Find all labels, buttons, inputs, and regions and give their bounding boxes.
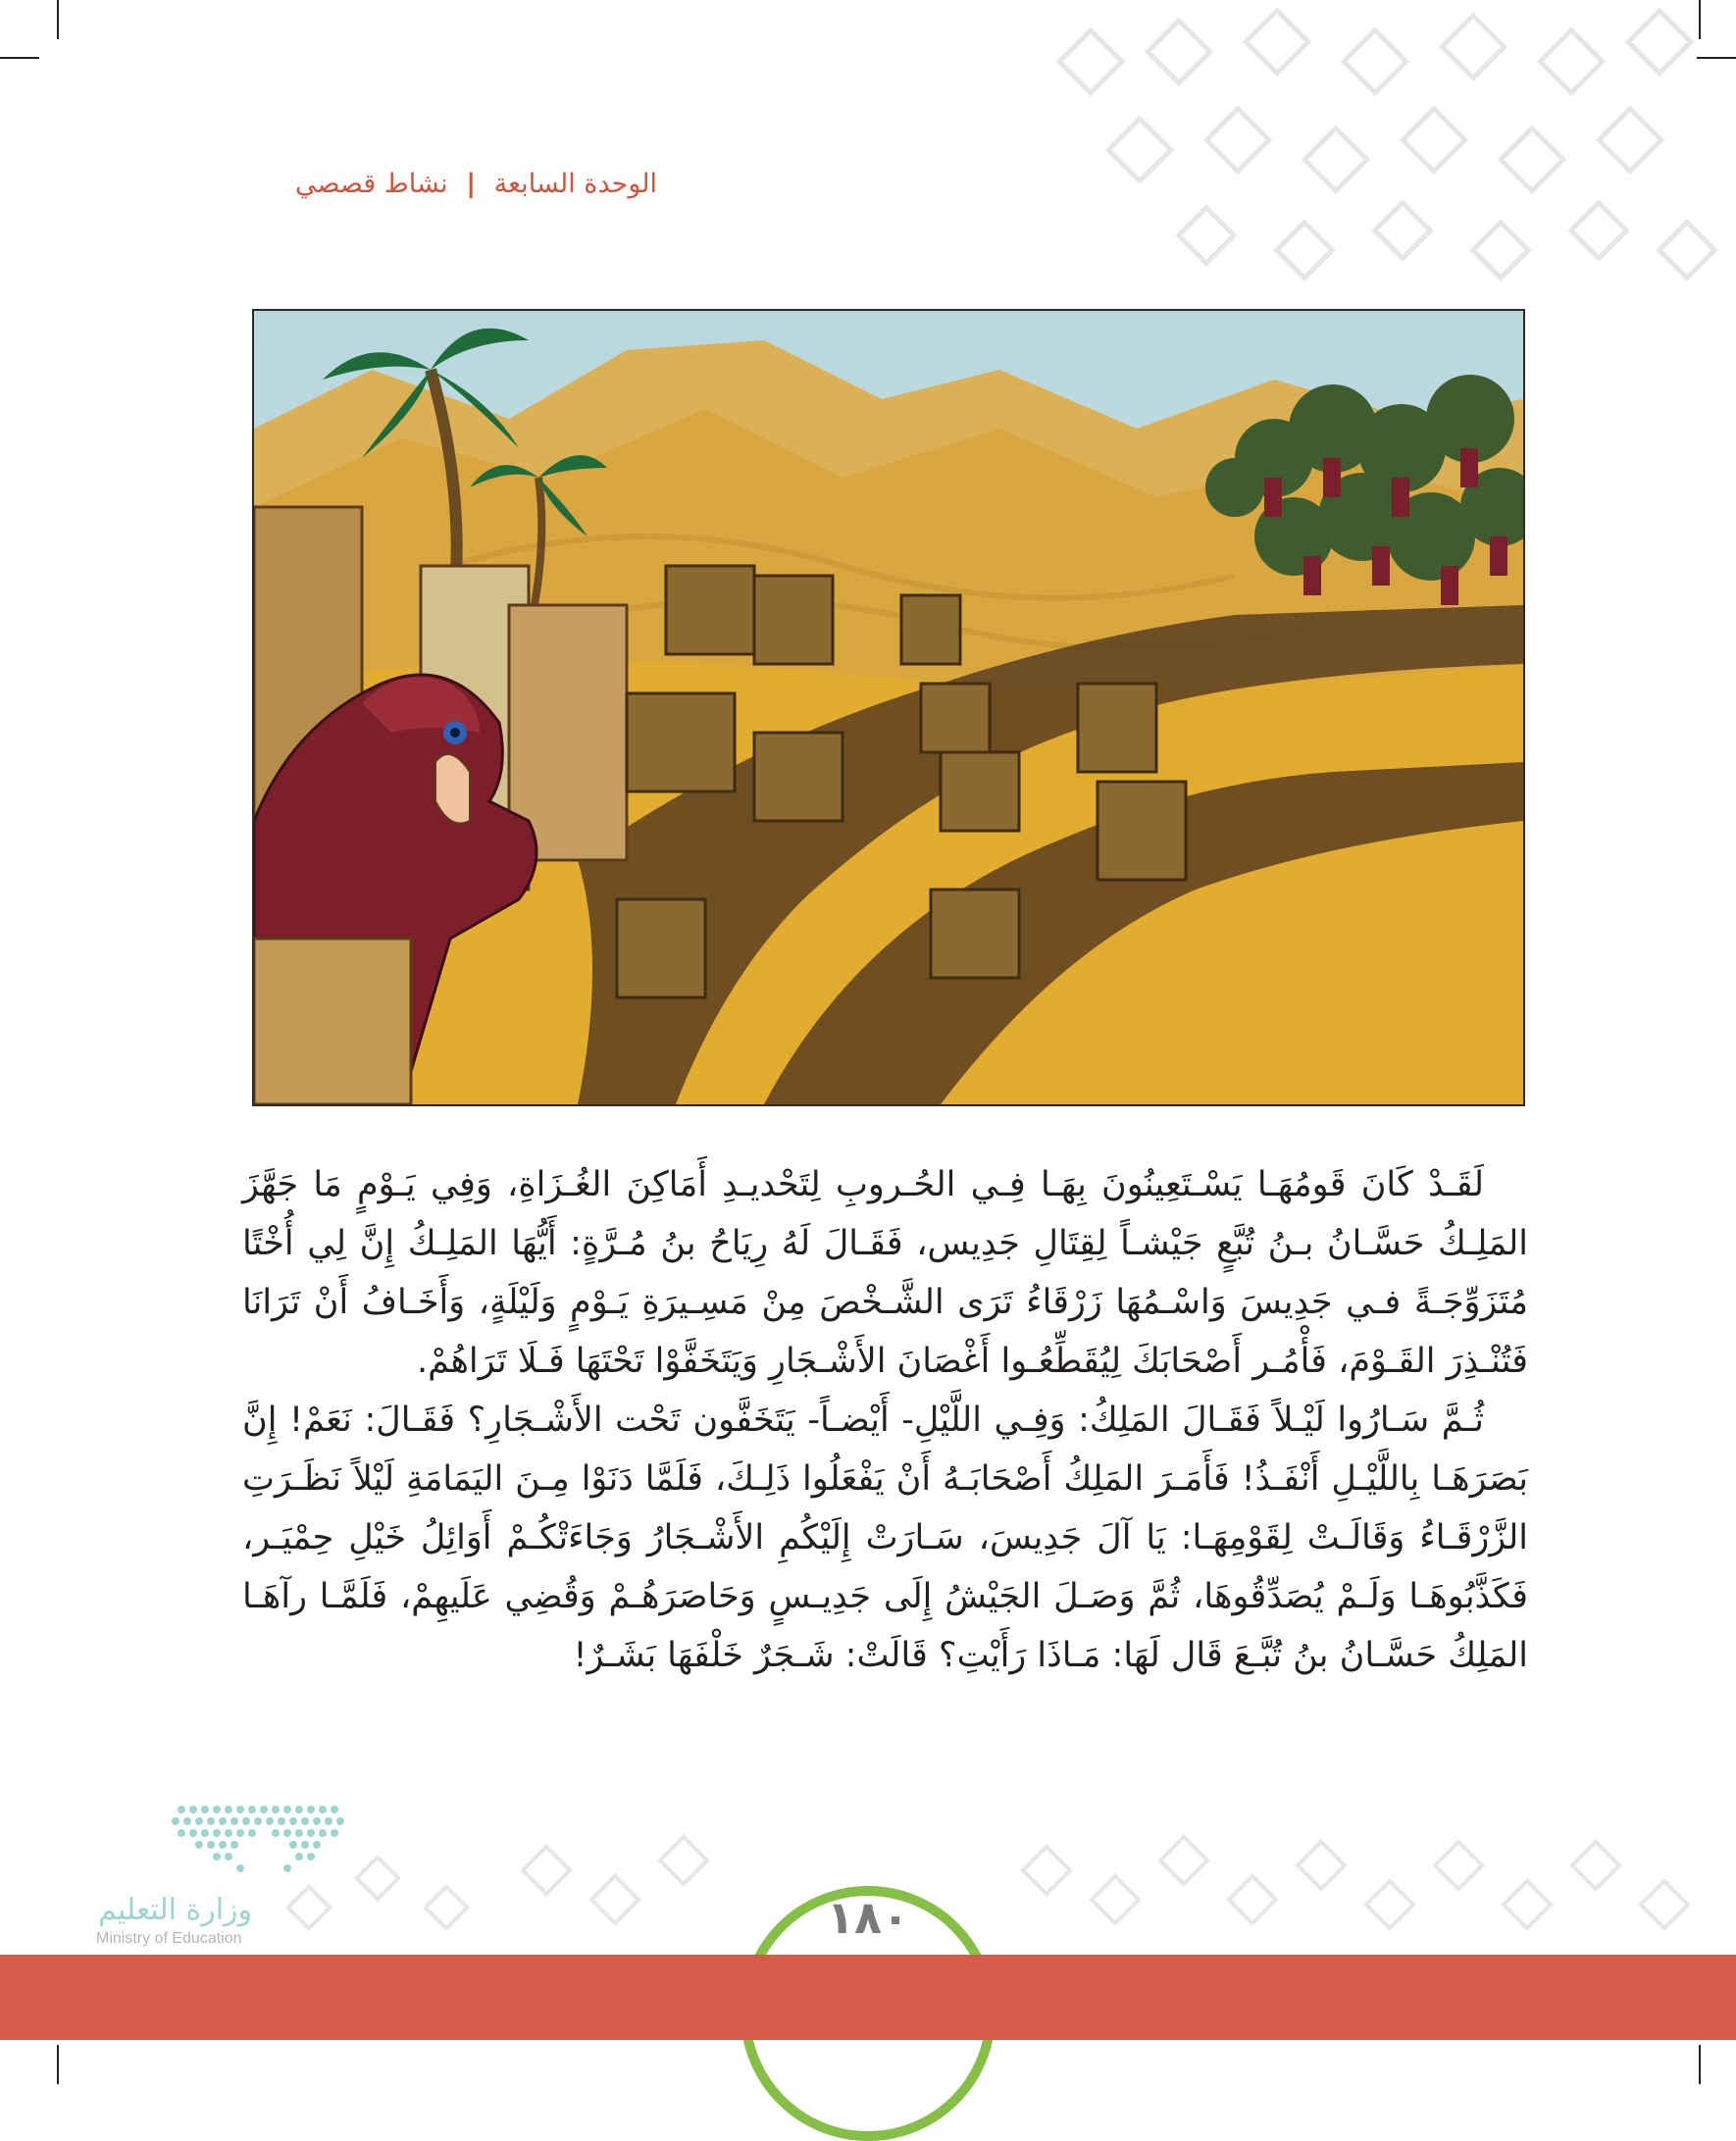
activity-title: نشاط قصصي — [294, 169, 448, 199]
story-paragraph: ثُـمَّ سَـارُوا لَيْـلاً فَقَـالَ المَلِكُ: وَفِـي اللَّيْلِ- أَيْضـاً- يَتَخَفَّون تَحْت الأَشْـجَارِ؟ فَقَـالَ: نَعَمْ! إِنَّ بَصَرَهَـا بِاللَّيْـلِ أَنْفَـذُ! فَأَمَـرَ المَلِكُ أَصْحَابَـهُ أَنْ يَفْعَلُوا ذَلِـكَ، فَلَمَّا دَنَوْا مِـنَ اليَمَامَةِ لَيْلاً نَظَـرَتِ الزَّرْقَـاءُ وَقَالَـتْ لِقَوْمِهَـا: يَا آلَ جَدِيسَ، سَـارَتْ إِلَيْكُمِ الأَشْـجَارُ وَجَاءَتْكُـمْ أَوَائِلُ خَيْلِ حِمْيَـر، فَكَذَّبُوهَـا وَلَـمْ يُصَدِّقُوهَا، ثُمَّ وَصَـلَ الجَيْشُ إِلَى جَدِيـسٍ وَحَاصَرَهُـمْ وَقُضِي عَلَيهِمْ، فَلَمَّـا رآهَـا المَلِكُ حَسَّـانُ بنُ تُبَّـعَ قَال لَهَا: مَـاذَا رَأَيْتِ؟ قَالَتْ: شَـجَرٌ خَلْفَهَا بَشَـرٌ! — [242, 1401, 1528, 1675]
ministry-name-arabic: وزارة التعليم — [98, 1893, 253, 1927]
story-illustration — [252, 309, 1525, 1106]
footer-band — [0, 1955, 1736, 2040]
header-separator: | — [466, 169, 477, 199]
story-text — [242, 1155, 1528, 1685]
diamond-pattern-decoration — [1010, 0, 1736, 324]
unit-title: الوحدة السابعة — [493, 169, 657, 199]
crop-mark — [57, 0, 59, 39]
crop-mark — [1699, 2045, 1701, 2084]
ministry-name-english: Ministry of Education — [96, 1930, 242, 1947]
page-header — [295, 169, 657, 199]
crop-mark — [57, 2045, 59, 2084]
crop-mark — [0, 57, 39, 59]
page-number: ١٨٠ — [826, 1891, 910, 1944]
story-paragraph: لَقَـدْ كَانَ قَومُهَـا يَسْـتَعِينُونَ بِهَـا فِـي الحُـروبِ لِتَحْديـدِ أَمَاكِنَ الغُـزَاةِ، وَفِي يَـوْمٍ مَا جَهَّزَ المَلِـكُ حَسَّـانُ بـنُ تُبَّعٍ جَيْشـاً لِقِتَالِ جَدِيس، فَقَـالَ لَهُ رِيَاحُ بنُ مُـرَّةٍ: أَيُّهَا المَلِـكُ إِنَّ لِي أُخْتًا مُتَزَوِّجَـةً فـي جَدِيسَ وَاسْـمُهَا زَرْقَاءُ تَرَى الشَّـخْصَ مِنْ مَسِـيرَةِ يَـوْمٍ وَلَيْلَةٍ، وَأَخَـافُ أَنْ تَرَانَا فَتُنْـذِرَ القَـوْمَ، فَأْمُـر أَصْحَابَكَ لِيُقَطِّعُـوا أَغْصَانَ الأَشْـجَارِ وَيَتَخَفَّوْا تَحْتَهَا فَـلَا تَرَاهُمْ. — [242, 1165, 1528, 1381]
